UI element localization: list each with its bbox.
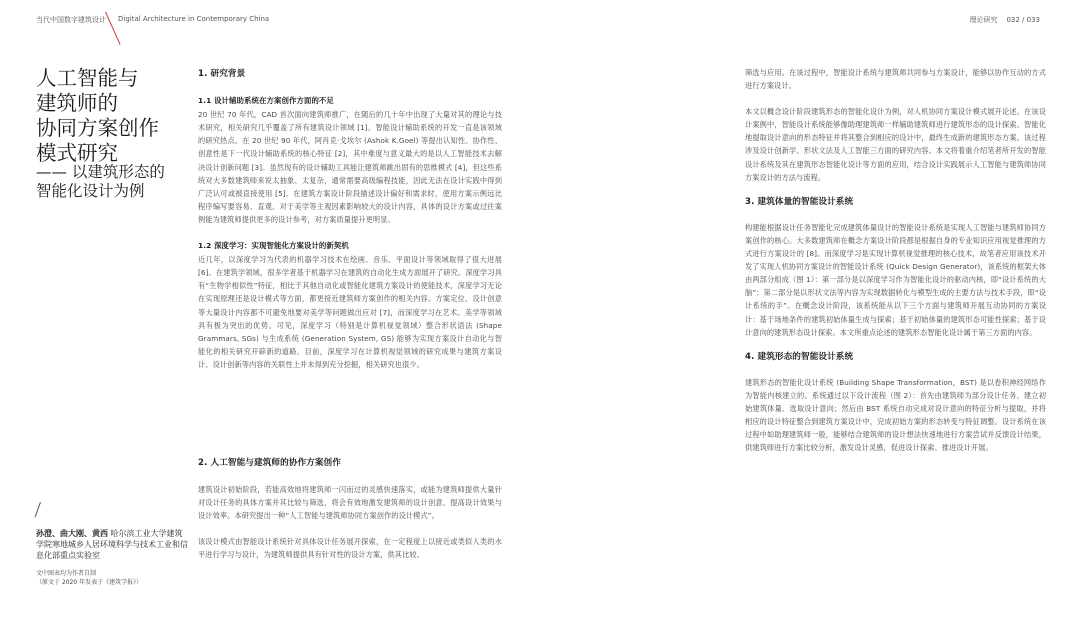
title-line: 建筑师的 bbox=[36, 91, 118, 115]
journal-title-en: Digital Architecture in Contemporary China bbox=[118, 15, 270, 23]
section-heading-3: 3. 建筑体量的智能设计系统 bbox=[745, 196, 854, 207]
author-block bbox=[36, 528, 188, 561]
page-header-right bbox=[970, 15, 1040, 25]
note-line-2: （原文于 2020 年发表于《建筑学报》） bbox=[36, 578, 143, 586]
subtitle-line: —— 以建筑形态的 bbox=[36, 163, 165, 181]
section-heading-1: 1. 研究背景 bbox=[198, 69, 246, 79]
paragraph-1-2: 近几年，以深度学习为代表的机器学习技术在绘画、音乐、平面设计等领域取得了很大进展 [6]。在建筑学领域，很多学者基于机器学习在建筑的自动化生成方面展开了研究。深度学习具有“生物学相似性”特征，相比于其他自动化或智能化建筑方案设计的使能技术，深度学习无论在实现原理还是设计模式等方面，都更接近建筑师方案创作的相关内容。方案定位、设计创意等大量设计内容都不可避免地要对美学等问题做出应对 [7]，而深度学习在艺术、美学等领域具有极为突出的优势。可见，深度学习（特别是计算机视觉领域）整合形状语法 (Shape Grammars, SGs) 与生成系统 (Generation System, GS) 能够为实现方案设计自动化与智能化的相关研究开辟新的道路。目前，深度学习在计算机视觉领域的研究成果与建筑方案设计、设计创新等内容的关联性上并未得到充分挖掘，相关研究也很少。 bbox=[198, 255, 502, 369]
subsection-heading-1-1: 1.1 设计辅助系统在方案创作方面的不足 bbox=[198, 96, 334, 106]
body-column-1 bbox=[198, 68, 502, 371]
author-names: 孙澄、曲大刚、黄西 bbox=[36, 529, 108, 538]
section-name: 理论研究 bbox=[969, 16, 998, 24]
note-line-1: 文中图表均为作者自制 bbox=[36, 570, 97, 577]
paragraph-3-1: 本文以概念设计阶段建筑形态的智能化设计为例，对人机协同方案设计模式展开论述。在该设计案例中，智能设计系统能够像助理建筑师一样辅助建筑师进行建筑形态的设计探索。智能化地提取设计意向的形态特征并将其整合到相应的设计中，最终生成新的建筑形态方案。该过程涉及设计创新学、形状文法及人工智能三方面的研究内容。本文将着重介绍笔者所开发的智能设计系统及其在建筑形态智能化设计等方面的应用，结合设计实践展示人工智能与建筑师协同方案设计的方法与流程。 bbox=[745, 107, 1046, 182]
author-slash-mark bbox=[35, 502, 41, 517]
paragraph-2-2: 该设计模式由智能设计系统针对具体设计任务展开探索，在一定程度上以接近或类似人类的水平进行学习与设计，为建筑师提供具有针对性的设计方案，供其比较、 bbox=[198, 537, 502, 560]
page-numbers: 032 / 033 bbox=[1006, 16, 1040, 24]
author-affiliation: 哈尔滨工业大学建筑学院寒地城乡人居环境科学与技术工业和信息化部重点实验室 bbox=[36, 529, 188, 560]
subsection-heading-1-2: 1.2 深度学习：实现智能化方案设计的新契机 bbox=[198, 241, 349, 251]
body-column-3 bbox=[745, 66, 1046, 454]
article-title bbox=[36, 66, 176, 166]
section-heading-2: 2. 人工智能与建筑师的协作方案创作 bbox=[198, 458, 341, 468]
paragraph-3-2: 构建能根据设计任务智能化完成建筑体量设计的智能设计系统是实现人工智能与建筑师协同方案创作的核心。大多数建筑师在概念方案设计阶段都是根据自身的专业知识应用视觉推理的方式进行方案设计的 [8]。而深度学习是实现计算机视觉推理的核心技术，故笔者应用该技术开发了实现人机协同方案设计的智能设计系统 (Quick Design Generator)，该系统的框架大体由两部分组成（图 1）：第一部分是以深度学习作为智能化设计的驱动内核，即“设计系统的大脑”；第二部分是以形状文法等内容为实现数据转化与模型生成的主要方法与技术手段，即“设计系统的手”。在概念设计阶段，该系统能从以下三个方面与建筑师开展互动协同的方案设计：基于场地条件的建筑初始体量生成与探索；基于初始体量的建筑形态可能性探索；基于设计意向的建筑形态设计探索。本文所重点论述的建筑形态智能化设计属于第三方面的内容。 bbox=[745, 222, 1046, 337]
paragraph-1-1: 20 世纪 70 年代，CAD 首次面向建筑师推广，在随后的几十年中出现了大量对其的理论与技术研究，相关研究几乎覆盖了所有建筑设计领域 [1]。智能设计辅助系统的开发一直是该领域的研究热点。在 20 世纪 90 年代，阿肖克·戈埃尔 (Ashok K.Goel) 等提出认知性、协作性、创意性是下一代设计辅助系统的核心特征 [2]，其中难度与意义最大的是以人工智能技术去解决设计创新问题 [3]。虽然现有的设计辅助工具能让建筑师跳出固有的思维模式 [4]，但这些系统对大多数建筑师来说太抽象、太复杂，通常需要高级编程技能，因此无法在设计实践中得到广泛认可或被直接使用 [5]。在建筑方案设计阶段描述设计偏好和需求时，使用方案示例远比程序编写要容易、直观。对于美学等主观因素影响较大的设计内容，具体的设计方案或过往案例能为建筑师提供更多的设计参考，对方案质量提升更明显。 bbox=[198, 110, 502, 224]
article-note bbox=[36, 570, 188, 587]
title-line: 协同方案创作 bbox=[36, 116, 159, 140]
section-heading-4: 4. 建筑形态的智能设计系统 bbox=[745, 351, 854, 362]
subtitle-line: 智能化设计为例 bbox=[36, 182, 145, 200]
body-column-2 bbox=[198, 457, 502, 562]
paragraph-3-3: 建筑形态的智能化设计系统 (Building Shape Transformation，BST) 是以卷积神经网络作为智能内核建立的。系统通过以下设计流程（图 2）：首先由建筑师为部分设计任务、建立初始建筑体量、选取设计意向；然后由 BST 系统自动完成对设计意向的特征分析与提取，并将相应的设计特征整合到建筑方案设计中，完成初始方案的形态转变与特征调整。设计系统在该过程中如助理建筑师一般，能够结合建筑师的设计想法快速地进行方案尝试并反馈设计结果，供建筑师进行方案比较分析，激发设计灵感，促进设计探索、推进设计开展。 bbox=[745, 377, 1046, 453]
article-subtitle bbox=[36, 163, 186, 201]
paragraph-3-0: 筛选与应用。在该过程中，智能设计系统与建筑师共同参与方案设计，能够以协作互动的方式进行方案设计。 bbox=[745, 68, 1046, 91]
paragraph-2-1: 建筑设计初始阶段，若能高效地将建筑师一闪而过的灵感快速落实，或能为建筑师提供大量针对设计任务的具体方案并其比较与筛选，将会有效地激发建筑师的设计创意、提高设计效果与设计效率。本研究提出一种“人工智能与建筑师协同方案创作的设计模式”。 bbox=[198, 485, 502, 521]
title-line: 人工智能与 bbox=[36, 66, 139, 90]
journal-title-cn: 当代中国数字建筑设计 bbox=[36, 16, 106, 24]
title-line: 模式研究 bbox=[36, 141, 118, 165]
